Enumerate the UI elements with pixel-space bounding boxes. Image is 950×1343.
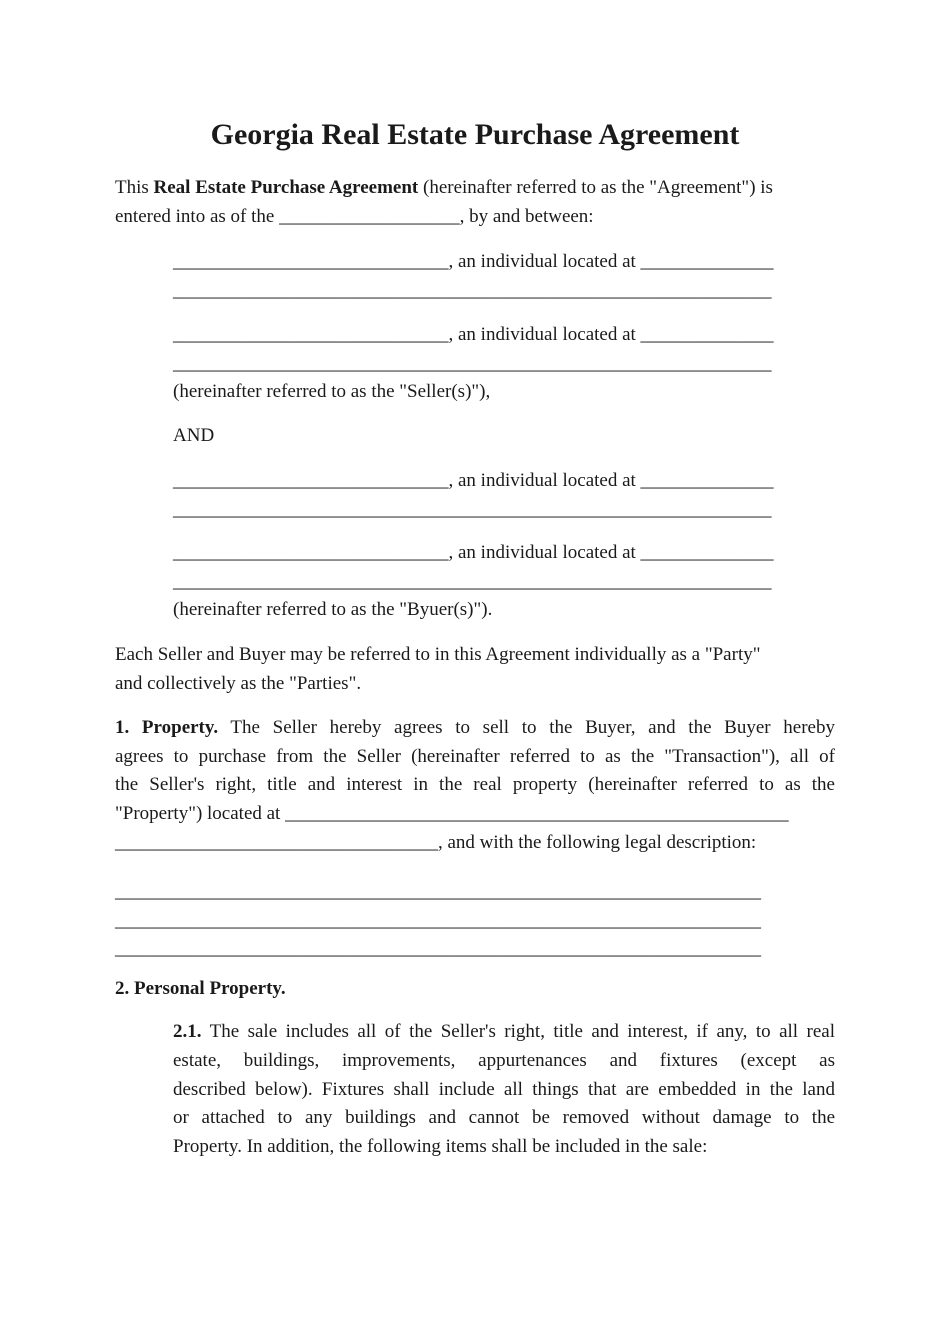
section-2-1-line-3: described below). Fixtures shall include all things that are embedded in the land <box>173 1079 835 1100</box>
property-address-field-2: __________________________________, and with the following legal description: <box>115 832 757 853</box>
document-title: Georgia Real Estate Purchase Agreement <box>210 118 740 151</box>
section-2-1-line-4: or attached to any buildings and cannot be removed without damage to the <box>173 1107 835 1128</box>
seller-1-address-field: _______________________________________________________________ <box>173 280 772 301</box>
section-1-text: The Seller hereby agrees to sell to the Buyer, and the Buyer hereby <box>218 717 835 738</box>
section-2-heading-text: 2. Personal Property. <box>115 978 286 999</box>
buyer-1-name-field: _____________________________, an individual located at ______________ <box>173 470 774 491</box>
section-2-1-line-2: estate, buildings, improvements, appurtenances and fixtures (except as <box>173 1050 835 1071</box>
section-2-heading <box>115 977 286 1001</box>
section-2-1-line-5: Property. In addition, the following items shall be included in the sale: <box>173 1136 708 1157</box>
agreement-name: Real Estate Purchase Agreement <box>153 177 419 198</box>
seller-2-name-field: _____________________________, an individual located at ______________ <box>173 324 774 345</box>
buyer-1-address-field: _______________________________________________________________ <box>173 499 772 520</box>
and-separator: AND <box>173 425 215 446</box>
section-1-line-1 <box>115 716 835 740</box>
property-address-field: "Property") located at _____________________________________________________ <box>115 803 789 824</box>
seller-reference: (hereinafter referred to as the "Seller(s)"), <box>173 381 491 402</box>
subsection-number: 2.1. <box>173 1021 202 1042</box>
seller-2-address-field: _______________________________________________________________ <box>173 353 772 374</box>
seller-1-name-field: _____________________________, an individual located at ______________ <box>173 251 774 272</box>
legal-description-field-2: ____________________________________________________________________ <box>115 910 761 931</box>
legal-description-field-3: ____________________________________________________________________ <box>115 938 761 959</box>
legal-description-field-1: ____________________________________________________________________ <box>115 881 761 902</box>
intro-text: (hereinafter referred to as the "Agreement") is <box>418 177 773 198</box>
section-1-line-3: the Seller's right, title and interest in the real property (hereinafter referred to as the <box>115 774 835 795</box>
buyer-2-address-field: _______________________________________________________________ <box>173 571 772 592</box>
section-2-1-line-1 <box>173 1020 835 1044</box>
intro-text: This <box>115 177 154 198</box>
section-1-line-2: agrees to purchase from the Seller (hereinafter referred to as the "Transaction"), all of <box>115 746 835 767</box>
parties-line-2: and collectively as the "Parties". <box>115 673 362 694</box>
section-2-1-text: The sale includes all of the Seller's right, title and interest, if any, to all real <box>201 1021 835 1042</box>
buyer-2-name-field: _____________________________, an individual located at ______________ <box>173 542 774 563</box>
section-1-heading: 1. Property. <box>115 717 219 738</box>
intro-line-1 <box>115 176 773 200</box>
parties-line-1: Each Seller and Buyer may be referred to in this Agreement individually as a "Party" <box>115 644 761 665</box>
intro-line-2: entered into as of the ___________________, by and between: <box>115 206 594 227</box>
buyer-reference: (hereinafter referred to as the "Byuer(s)"). <box>173 599 493 620</box>
